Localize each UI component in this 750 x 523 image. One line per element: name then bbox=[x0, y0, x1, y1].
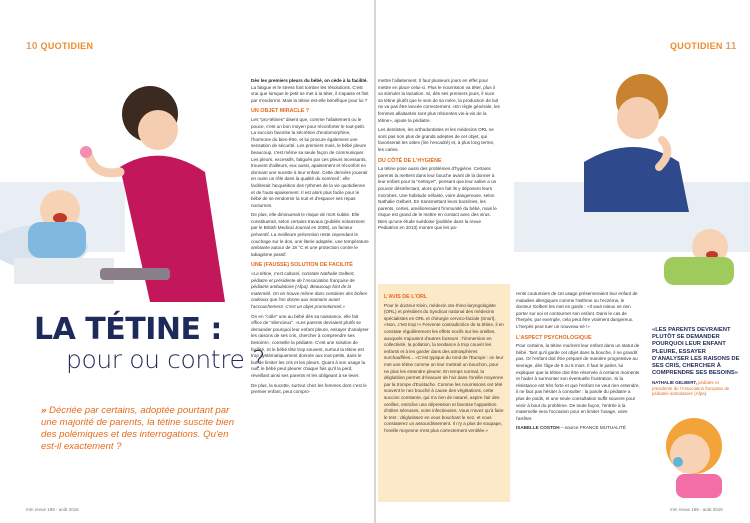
column-1-lead: Dès les premiers pleurs du bébé, on cède à la facilité. bbox=[251, 78, 368, 83]
baby-body bbox=[28, 222, 86, 258]
intro-text: Décriée par certains, adoptée pourtant par une majorité de parents, la tétine suscite bien des polémiques et des interrogations. Qu'en est-il exactement ? bbox=[41, 405, 235, 452]
article-source: source FRANCE MUTUALITÉ bbox=[564, 425, 626, 431]
intro-mark: » bbox=[41, 405, 47, 416]
pull-quote: «LES PARENTS DEVRAIENT PLUTÔT SE DEMANDER POURQUOI LEUR ENFANT PLEURE, ESSAYER D'ANALYSER LES RAISONS DE SES CRIS, CHERCHER À COMPRENDRE SES BESOINS» bbox=[652, 327, 740, 377]
mother-face bbox=[138, 110, 178, 150]
article-subtitle: pour ou contre ? bbox=[66, 345, 265, 374]
father-shirt bbox=[584, 147, 689, 212]
orl-sidebar-box bbox=[378, 284, 510, 502]
toy-icon bbox=[100, 268, 170, 280]
right-page-number: 11 bbox=[725, 41, 737, 52]
article-title: LA TÉTINE : bbox=[34, 312, 222, 347]
mother-baby-illustration bbox=[0, 72, 240, 302]
left-section-label: QUOTIDIEN bbox=[40, 41, 94, 51]
left-page-header bbox=[26, 41, 93, 52]
baby-crying-mouth bbox=[53, 213, 67, 223]
article-column-2 bbox=[378, 78, 500, 278]
subheading-psychologique: L'ASPECT PSYCHOLOGIQUE bbox=[516, 334, 592, 341]
column-2-paragraph-1: mettre l'allaitement. Il faut plusieurs jours en effet pour mettre en place celui-ci. Plus le nourrisson va téter, plus il va stimuler la lactation. Si, dès ses premiers jours, il suce sa tétine plutôt que le sein de sa mère, la production de lait ne va pas être lancée correctement. «En règle générale, les femmes allaitantes sont plus réticentes vis-à-vis de la tétine», ajoute la pédiatre. bbox=[378, 78, 500, 123]
column-1-paragraph-1: La fatigue et le stress font tomber les résolutions. C'est vrai que lorsque le petit se met à la téter, il s'apaise et finit par s'endormir. Mais la tétine est-elle bénéfique pour lui ? bbox=[251, 84, 369, 103]
column-2-paragraph-3: La tétine pose aussi des problèmes d'hygiène. Certains parents la mettent dans leur bouche avant de la donner à leur enfant pour la "nettoyer", pensant que leur salive a un pouvoir désinfectant, alors qu'en fait ils y déposent leurs microbes. Une habitude néfaste, voire dangereuse, selon Nathalie Gelbert. En transmettant leurs bactéries, les parents, certes, amélioreraient l'immunité du bébé, mais le risque est grand de le mettre en contact avec des virus. Bien qu'une étude suédoise (publiée dans la revue Pediatrics en 2013) montre que les pa- bbox=[378, 166, 497, 231]
child-face bbox=[670, 434, 710, 474]
right-page-footer: mm revue 189 - août 2015 bbox=[670, 507, 723, 512]
pacifier-icon bbox=[80, 146, 92, 158]
child-pacifier-icon bbox=[673, 457, 683, 467]
subheading-fausse-solution: UNE (FAUSSE) SOLUTION DE FACILITÉ bbox=[251, 262, 353, 269]
column-3-paragraph-2: Pour certains, la tétine murirent leur enfant dans un statut de bébé. Tant qu'il garde cet objet dans la bouche, il ne grandit pas. Or l'enfant doit être préparé de manière progressive au sevrage, dès l'âge de 5 ou 6 mois. Il faut le parler, lui expliquer que la tétine doit être réservée à certains moments et l'aider à surmonter son éventuelle frustration. Si la résistance est très forte et que l'enfant ne veut rien entendre, il ne faut pas hésiter à consulter : la parole du pédiatre a plus de poids, et une seule consultation suffit souvent pour venir à bout du problème. De toute façon, l'entrée à la maternelle sera l'occasion pour en limiter l'usage, voire l'arrêter. bbox=[516, 343, 640, 421]
subheading-objet-miracle: UN OBJET MIRACLE ? bbox=[251, 108, 310, 115]
right-baby-body bbox=[664, 257, 734, 285]
article-column-1 bbox=[251, 78, 369, 503]
column-1-paragraph-3: De plus, elle diminuerait le risque de mort subite. Elle constituerait, selon certains travaux (publiés notamment par le British Medical Journal en 2005), un facteur préventif. La meilleure prévention reste cependant le couchage sur le dos, une literie adaptée, une température ambiante autour de 18 °C et une protection contre le tabagisme passif. bbox=[251, 212, 369, 257]
mother-dress bbox=[120, 156, 225, 302]
right-section-label: QUOTIDIEN bbox=[670, 41, 723, 51]
baby-cot-edge bbox=[14, 258, 114, 284]
father-baby-illustration bbox=[514, 72, 750, 287]
pull-quote-credit-name: NATHALIE GELBERT, bbox=[652, 380, 697, 385]
left-page-number: 10 bbox=[26, 41, 38, 52]
child-with-pacifier-illustration bbox=[640, 410, 740, 500]
column-1-paragraph-2: Les "pro-tétines" disent que, comme l'allaitement ou le pouce, c'est un bon moyen pour réconforter le tout-petit. La succion favorise la sécrétion d'endomorphine, l'hormone du bien-être, et lui procure également une sensation de sécurité. Les premiers mois, le bébé pleure beaucoup, c'est même sa seule façon de communiquer. Les pleurs, excessifs, fatigués par ces pleurs incessants, trouvent d'ailleurs, eux aussi, apaisement et réconfort en donnant une sucette à leur enfant. Cette dernière jouerait en outre un rôle dans la qualité du sommeil : elle faciliterait l'acquisition des rythmes de la vie quotidienne et de l'auto-apaisement. Il est alors plus facile pour le bébé de se rendormir la nuit et d'espacer ses repas nocturnes. bbox=[251, 116, 368, 208]
right-page-header bbox=[670, 41, 737, 52]
article-column-3: rents coutumiers de cet usage préserveraient leur enfant de maladies allergiques comme l'asthme ou l'eczéma, le docteur Gelbert les met en garde : «Il vaut mieux ne rien porter sur soi et contourner son enfant. Dans le cas de l'herpès, par exemple, cela peut être vraiment dangereux. L'herpès peut tuer un nouveau-né !» L'ASPECT PSYCHOLOGIQUE Pour certains, la tétine murirent leur enfant dans un statut de bébé. Tant qu'il garde cet objet dans la bouche, il ne grandit pas. Or l'enfant doit être préparé de manière progressive au sevrage, dès l'âge de 5 ou 6 mois. Il faut le parler, lui expliquer que la tétine doit être réservée à certains moments et l'aider à surmonter son éventuelle frustration. Si la résistance est très forte et que l'enfant ne veut rien entendre, il ne faut pas hésiter à consulter : la parole du pédiatre a plus de poids, et une seule consultation suffit souvent pour venir à bout du problème. De toute façon, l'entrée à la maternelle sera l'occasion pour en limiter l'usage, voire l'arrêter. ISABELLE COSTOH – source FRANCE MUTUALITÉ bbox=[516, 291, 640, 431]
column-1-paragraph-4: «La tétine, c'est culturel, constate Nathalie Gelbert, pédiatre et présidente de l'Association française de pédiatrie ambulatoire (Afpa). Beaucoup font de la maternité. On en trouve même dans certaines des boîtes-cadeaux que l'on donne aux mamans avant l'accouchement. C'est un objet promotionnel.» bbox=[251, 271, 369, 309]
left-page-footer: mm revue 189 - août 2015 bbox=[26, 507, 79, 512]
pull-quote-credit bbox=[652, 380, 734, 397]
father-face bbox=[617, 97, 659, 139]
column-1-paragraph-6: De plus, la sucette, surtout chez les femmes dont c'est le premier enfant, peut compro- bbox=[251, 382, 367, 395]
orl-sidebar-text: Pour le docteur Klein, médecin oto-rhino-laryngologiste (ORL) et président du Syndicat national des médecins spécialistes en ORL et chirurgie cervico-faciale (Snorl), «Non, c'est trop !» Fervente contradictrice de la tétine, il en constate régulièrement les effets nocifs sur les oreilles, auxquels s'ajoutent d'autres facteurs : l'immersion en collectivité, la pollution, la tendance à trop couvrir les enfants et à les garder dans des atmosphères surchauffées... «C'est typique du rond de l'Europe : on leur met une tétine comme on leur mettrait un bouchon, pour ne plus les entendre pleurer. En temps normal, la déglutition permet d'évacuer de l'air dans l'oreille moyenne par la trompe d'Eustache. Comme les nourrissons ont tété souvent le nez bouché à cause des végétations, cette succion constante, qui n'a rien de naturel, aspire l'air des oreilles, entraîne une dépression et favorise l'apparition d'otites séreuses, voire infectieuses. Vous n'avez qu'à faire le test : déglutissez en vous bouchant le nez, et vous constaterez un assourdissement. Il n'y a plus de soupape, l'oreille moyenne n'est plus correctement ventilée.» bbox=[384, 302, 504, 433]
article-intro bbox=[41, 405, 237, 453]
orl-sidebar-heading: L'AVIS DE L'ORL bbox=[384, 294, 428, 300]
column-1-paragraph-5: On en "colle" une au bébé dès sa naissance, elle fait office de "silencieux". «Les parents devraient plutôt se demander pourquoi leur enfant pleure, essayer d'analyser les raisons de ses cris, chercher à comprendre ses besoins», conseille la pédiatre. C'est une solution de facilité. Si le bébé tête trop souvent, surtout la tétine est trop systématiquement donnée aux tout-petits, dans le but de limiter les cris et les pleurs. Quant à son usage la nuit, le bébé peut pleurer chaque fois qu'il la perd, réveillant ainsi ses parents et les obligeant à se lever. bbox=[251, 313, 369, 378]
pull-quote-credit-role: pédiatre et présidente de l'Association française de pédiatrie ambulatoire (Afpa). bbox=[652, 380, 730, 397]
orl-sidebar-content bbox=[384, 290, 504, 496]
mother-arm bbox=[88, 154, 120, 173]
column-2-paragraph-2: Les dentistes, les orthodontistes et les médecins ORL ne sont pas non plus de grands adeptes de cet objet, qui favoriserait les otites (lire l'encadré) et, à plus long terme, les caries. bbox=[378, 127, 495, 152]
child-body bbox=[676, 474, 722, 498]
column-3-paragraph-1: rents coutumiers de cet usage préserveraient leur enfant de maladies allergiques comme l'asthme ou l'eczéma, le docteur Gelbert les met en garde : «Il vaut mieux ne rien porter sur soi et contourner son enfant. Dans le cas de l'herpès, par exemple, cela peut être vraiment dangereux. L'herpès peut tuer un nouveau-né !» bbox=[516, 291, 638, 329]
article-signature: ISABELLE COSTOH bbox=[516, 425, 560, 431]
subheading-hygiene: DU CÔTÉ DE L'HYGIÈNE bbox=[378, 157, 442, 164]
